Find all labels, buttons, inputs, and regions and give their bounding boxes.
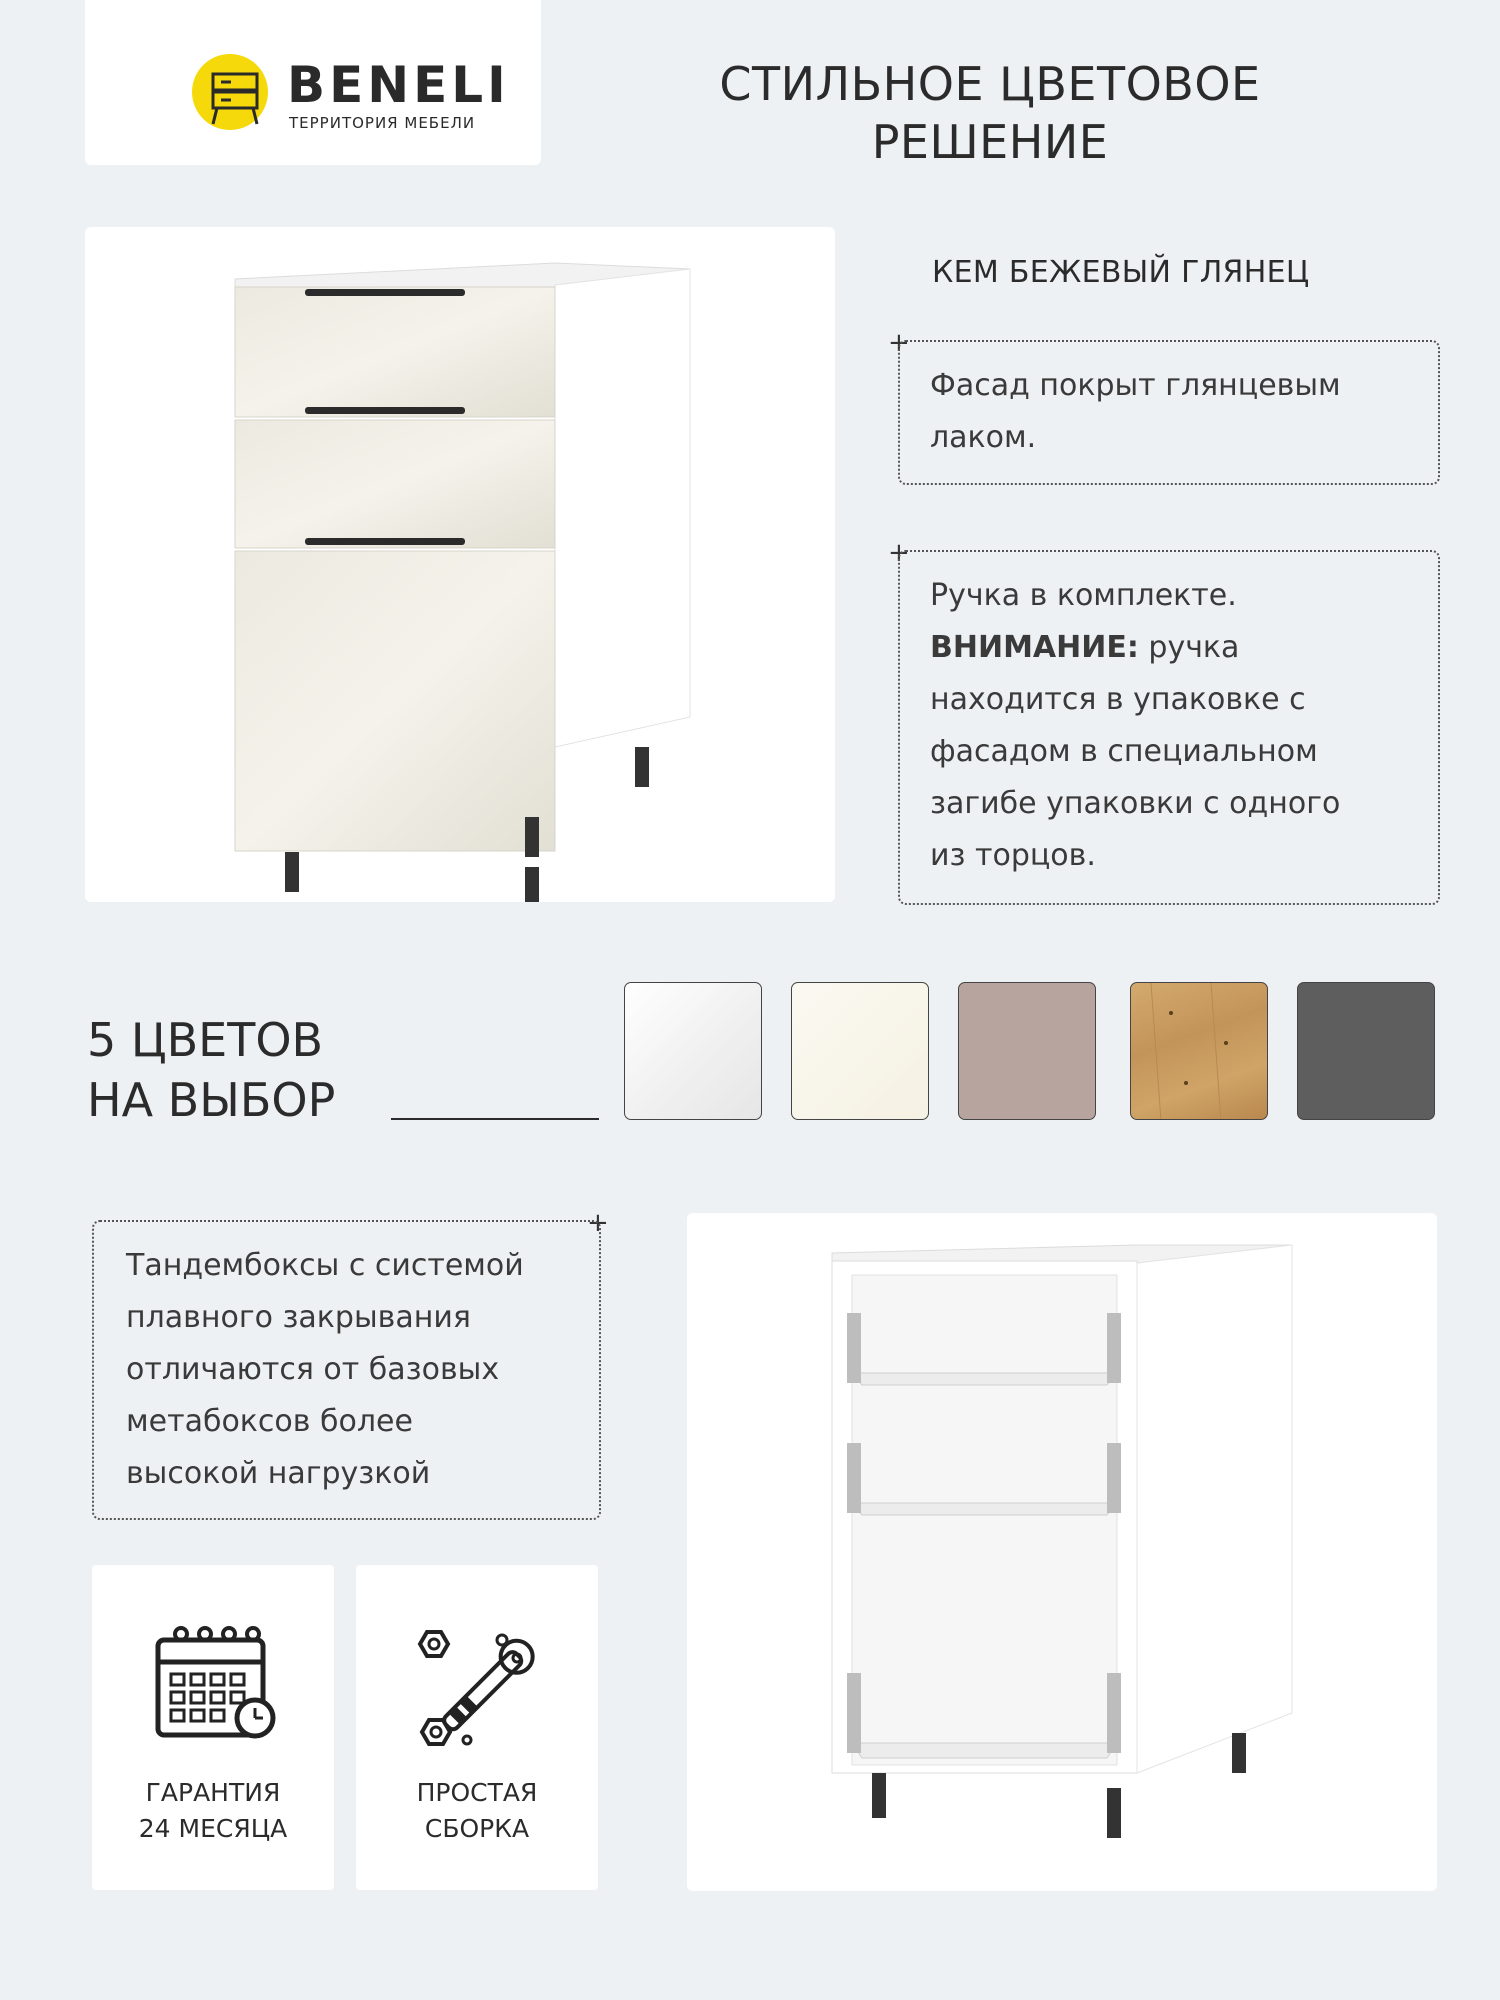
plus-icon: + xyxy=(587,1208,609,1238)
color-swatch-oak[interactable] xyxy=(1130,982,1268,1120)
info-line: загибе упаковки с одного xyxy=(930,786,1341,821)
info-line: отличаются от базовых xyxy=(126,1352,500,1387)
feature-label-line1: ГАРАНТИЯ xyxy=(145,1778,281,1807)
page-title xyxy=(600,55,1380,171)
product-image-drawers xyxy=(85,227,835,902)
brand-logo-icon xyxy=(185,52,275,134)
info-box-handle xyxy=(898,550,1440,905)
color-swatch-white[interactable] xyxy=(624,982,762,1120)
feature-label-line1: ПРОСТАЯ xyxy=(416,1778,538,1807)
feature-label-line2: СБОРКА xyxy=(424,1814,530,1843)
info-line: Тандембоксы с системой xyxy=(126,1248,524,1283)
colors-underline xyxy=(391,1118,599,1120)
feature-label-line2: 24 МЕСЯЦА xyxy=(138,1814,288,1843)
info-line: из торцов. xyxy=(930,838,1096,873)
logo-card xyxy=(85,0,541,165)
wood-texture xyxy=(1131,983,1268,1120)
color-swatch-graphite[interactable] xyxy=(1297,982,1435,1120)
page-title-line2: РЕШЕНИЕ xyxy=(871,115,1109,169)
info-box-gloss xyxy=(898,340,1440,485)
info-line: находится в упаковке с xyxy=(930,682,1306,717)
feature-warranty xyxy=(92,1565,334,1890)
feature-label xyxy=(92,1775,334,1847)
info-box-tandembox xyxy=(92,1220,601,1520)
brand-name: BENELI xyxy=(287,56,510,114)
info-line: Фасад покрыт глянцевым xyxy=(930,368,1341,403)
info-line: лаком. xyxy=(930,420,1037,455)
plus-icon: + xyxy=(888,328,910,358)
cabinet-open-illustration xyxy=(687,1213,1437,1891)
info-line: плавного закрывания xyxy=(126,1300,471,1335)
colors-title-line1: 5 ЦВЕТОВ xyxy=(87,1013,324,1067)
cabinet-drawers-illustration xyxy=(85,227,835,902)
product-image-tandembox xyxy=(687,1213,1437,1891)
wrench-bolt-icon xyxy=(407,1620,547,1760)
color-swatch-cream[interactable] xyxy=(791,982,929,1120)
feature-assembly xyxy=(356,1565,598,1890)
feature-label xyxy=(356,1775,598,1847)
calendar-clock-icon xyxy=(143,1620,283,1750)
colors-title-line2: НА ВЫБОР xyxy=(87,1073,336,1127)
color-swatch-beige[interactable] xyxy=(958,982,1096,1120)
color-name: КЕМ БЕЖЕВЫЙ ГЛЯНЕЦ xyxy=(932,255,1310,290)
page-title-line1: СТИЛЬНОЕ ЦВЕТОВОЕ xyxy=(719,57,1261,111)
info-line: метабоксов более xyxy=(126,1404,413,1439)
info-line: Ручка в комплекте. xyxy=(930,578,1237,613)
info-line: фасадом в специальном xyxy=(930,734,1318,769)
plus-icon: + xyxy=(888,538,910,568)
info-line: высокой нагрузкой xyxy=(126,1456,431,1491)
brand-subtitle: ТЕРРИТОРИЯ МЕБЕЛИ xyxy=(289,114,476,132)
warning-text: ручка xyxy=(1138,630,1240,665)
colors-title xyxy=(87,1010,335,1130)
warning-label: ВНИМАНИЕ: xyxy=(930,630,1139,665)
info-line-warning xyxy=(930,622,1340,674)
